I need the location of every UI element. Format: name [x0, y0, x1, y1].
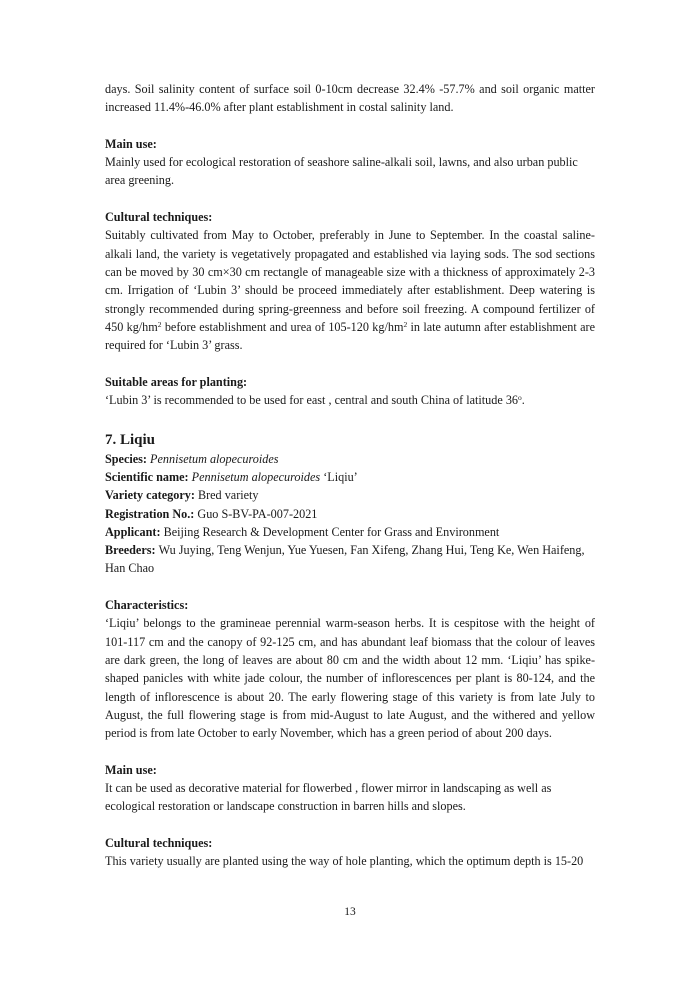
cultural-text-part-3: in late autumn after establishment are required for ‘Lubin 3’ grass.: [105, 319, 595, 353]
variety-category-label: Variety category:: [105, 488, 198, 503]
variety-category-value: Bred variety: [197, 488, 259, 503]
lubin-cultural-text: [105, 226, 595, 354]
breeders-value: Wu Juying, Teng Wenjun, Yue Yuesen, Fan Xifeng, Zhang Hui, Teng Ke, Wen Haifeng, Han Chao: [105, 543, 585, 576]
scientific-name-value: Pennisetum alopecuroides: [191, 469, 321, 484]
characteristics-heading: Characteristics:: [105, 598, 189, 613]
lubin-main-use-text: Mainly used for ecological restoration of seashore saline-alkali soil, lawns, and also urban public area greening.: [105, 155, 578, 188]
liqiu-cultural-heading: Cultural techniques:: [105, 835, 213, 850]
scientific-name-label: Scientific name:: [105, 469, 192, 484]
species-label: Species:: [105, 451, 151, 466]
registration-value: Guo S-BV-PA-007-2021: [197, 506, 318, 521]
section-title-liqiu: 7. Liqiu: [105, 431, 156, 448]
areas-end: .: [521, 393, 525, 408]
intro-paragraph: days. Soil salinity content of surface soil 0-10cm decrease 32.4% -57.7% and soil organic matter increased 11.4%-46.0% after plant establishment in costal salinity land.: [105, 82, 595, 115]
breeders-label: Breeders:: [105, 543, 159, 558]
registration-line: [105, 505, 595, 523]
superscript-2: 2: [403, 319, 408, 329]
characteristics-text: ‘Liqiu’ belongs to the gramineae perennial warm-season herbs. It is cespitose with the height of 101-117 cm and the canopy of 92-125 cm, and has abundant leaf biomass that the colour of leaves are dark green, the long of leaves are about 80 cm and the width about 12 mm. ‘Liqiu’ has spike-shaped panicles with white jade colour, the number of inflorescences per plant is 80-124, and the length of inflorescence is about 20. The early flowering stage of this variety is from late July to August, the full flowering stage is from mid-August to late August, and the withered and yellow period is from late October to early November, which has a green period of about 200 days.: [105, 616, 595, 741]
lubin-areas-heading: Suitable areas for planting:: [105, 374, 248, 389]
liqiu-main-use-heading: Main use:: [105, 762, 157, 777]
variety-category-line: [105, 486, 595, 504]
liqiu-main-use-text: It can be used as decorative material for flowerbed , flower mirror in landscaping as well as ecological restoration or landscape construction in barren hills and slopes.: [105, 780, 552, 814]
cultural-text-part-2: before establishment and urea of 105-120 kg/hm: [161, 319, 404, 334]
lubin-cultural-heading: Cultural techniques:: [105, 210, 213, 225]
species-value: Pennisetum alopecuroides: [150, 451, 279, 466]
degree-superscript: o: [518, 393, 522, 403]
cultivar-name: ‘Liqiu’: [320, 469, 358, 484]
lubin-main-use-heading: Main use:: [105, 136, 157, 151]
breeders-line: [105, 541, 595, 578]
document-page: [105, 80, 595, 870]
lubin-areas-text: [105, 391, 595, 409]
applicant-line: [105, 523, 595, 541]
applicant-value: Beijing Research & Development Center for Grass and Environment: [163, 524, 500, 539]
cultural-text-part-1: Suitably cultivated from May to October, preferably in June to September. In the coastal saline-alkali land, the variety is vegetatively propagated and established via laying sods. The sod sections can be moved by 30 cm×30 cm rectangle of manageable size with a thickness of approximately 2-3 cm. Irrigation of ‘Lubin 3’ should be proceed immediately after establishment. Deep watering is strongly recommended during spring-greenness and before soil freezing. A compound fertilizer of 450 kg/hm: [105, 228, 595, 334]
applicant-label: Applicant:: [105, 524, 164, 539]
areas-text: ‘Lubin 3’ is recommended to be used for east , central and south China of latitude 36: [105, 393, 519, 408]
superscript-2: 2: [157, 319, 162, 329]
page-number: 13: [344, 906, 356, 918]
scientific-name-line: [105, 468, 595, 486]
liqiu-cultural-text: This variety usually are planted using the way of hole planting, which the optimum depth is 15-20: [105, 854, 584, 869]
registration-label: Registration No.:: [105, 506, 198, 521]
species-line: [105, 450, 595, 468]
